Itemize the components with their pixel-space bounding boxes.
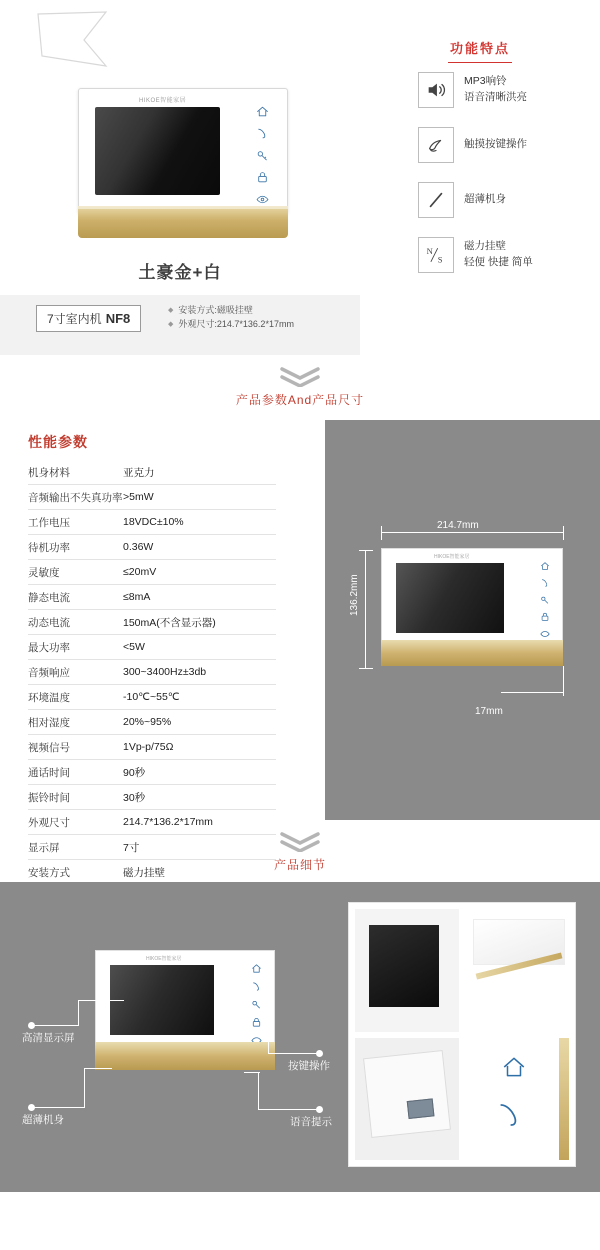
param-key: 振铃时间 <box>28 785 123 810</box>
chevron-down-icon <box>280 832 320 852</box>
magnet-ns-icon <box>418 237 454 273</box>
divider-params <box>0 355 600 420</box>
table-row <box>28 560 276 585</box>
callout-line-keys-h <box>252 1000 270 1001</box>
param-value: 150mA(不含显示器) <box>123 610 276 635</box>
feature-line1: MP3响铃 <box>464 74 507 87</box>
param-value: ≤20mV <box>123 560 276 585</box>
callout-line-voice-h <box>244 1072 260 1073</box>
table-row <box>28 660 276 685</box>
callout-label-slim: 超薄机身 <box>22 1114 64 1126</box>
table-row <box>28 860 276 885</box>
callout-line-slim-h <box>84 1068 112 1069</box>
param-value: -10℃~55℃ <box>123 685 276 710</box>
param-key: 工作电压 <box>28 510 123 535</box>
product-image-front <box>78 88 288 238</box>
lock-icon <box>256 171 269 184</box>
gallery-cell-back-mount-plate <box>355 1038 459 1161</box>
key-icon <box>540 595 550 605</box>
param-key: 机身材料 <box>28 460 123 485</box>
feature-line1: 超薄机身 <box>464 192 506 205</box>
param-key: 相对湿度 <box>28 710 123 735</box>
device-touch-keys <box>251 105 273 206</box>
param-value: 0.36W <box>123 535 276 560</box>
device-body <box>78 88 288 213</box>
decorative-polygon-icon <box>32 10 112 70</box>
dimension-depth-label: 17mm <box>475 706 503 717</box>
feature-text <box>464 137 527 153</box>
phone-icon <box>495 1100 525 1135</box>
param-key: 音频响应 <box>28 660 123 685</box>
feature-item-magnetic-mount <box>418 227 600 282</box>
param-key: 待机功率 <box>28 535 123 560</box>
param-value: 20%~95% <box>123 710 276 735</box>
feature-line1: 磁力挂壁 <box>464 239 506 252</box>
param-value: 90秒 <box>123 760 276 785</box>
feature-item-slim-body <box>418 172 600 227</box>
device-screen <box>110 965 214 1035</box>
param-value: <5W <box>123 635 276 660</box>
param-key: 通话时间 <box>28 760 123 785</box>
table-row <box>28 585 276 610</box>
lock-icon <box>251 1017 262 1028</box>
svg-text:N: N <box>426 245 433 256</box>
gallery-cell-front-black-panel <box>355 909 459 1032</box>
dimension-width-label: 214.7mm <box>437 520 479 531</box>
features-panel <box>360 0 600 355</box>
param-key: 灵敏度 <box>28 560 123 585</box>
feature-item-mp3-ring <box>418 62 600 117</box>
param-key: 视频信号 <box>28 735 123 760</box>
key-icon <box>256 149 269 162</box>
param-value: ≤8mA <box>123 585 276 610</box>
table-row <box>28 685 276 710</box>
table-row <box>28 810 276 835</box>
hero-left-panel <box>0 0 360 355</box>
dim-tick-top-left <box>381 526 382 540</box>
param-key: 静态电流 <box>28 585 123 610</box>
model-badge <box>36 305 141 332</box>
device-body <box>95 950 275 1048</box>
param-key: 安装方式 <box>28 860 123 885</box>
slim-line-icon <box>418 182 454 218</box>
connector-shape <box>407 1098 435 1119</box>
param-key: 动态电流 <box>28 610 123 635</box>
callout-line-voice-v <box>258 1072 259 1110</box>
dim-tick-depth <box>563 666 564 696</box>
table-row <box>28 460 276 485</box>
brand-logo: HIKOE智能家居 <box>146 956 182 962</box>
param-value: 214.7*136.2*17mm <box>123 810 276 835</box>
phone-icon <box>251 981 262 992</box>
callout-line-slim <box>34 1107 84 1108</box>
touch-hand-icon <box>418 127 454 163</box>
device-touch-keys <box>251 963 262 1046</box>
params-table <box>28 460 276 885</box>
device-touch-keys <box>540 561 550 639</box>
param-value: 1Vp-p/75Ω <box>123 735 276 760</box>
param-value: 300~3400Hz±3db <box>123 660 276 685</box>
table-row <box>28 710 276 735</box>
param-value: 亚克力 <box>123 460 276 485</box>
product-image-detail <box>95 950 275 1072</box>
model-number: NF8 <box>105 311 131 326</box>
chevron-down-icon <box>280 367 320 387</box>
dimension-height-label: 136.2mm <box>349 574 360 616</box>
device-gold-base <box>95 1042 275 1070</box>
table-row <box>28 610 276 635</box>
lock-icon <box>540 612 550 622</box>
callout-line-keys <box>268 1053 318 1054</box>
details-section <box>0 882 600 1192</box>
param-value: 30秒 <box>123 785 276 810</box>
param-value: >5mW <box>123 485 276 510</box>
table-row <box>28 785 276 810</box>
gallery-cell-touch-keys-closeup <box>465 1038 569 1161</box>
feature-item-touch-keys <box>418 117 600 172</box>
hero-spec-list <box>168 303 294 332</box>
dim-tick-top-right <box>563 526 564 540</box>
table-row <box>28 635 276 660</box>
callout-label-voice: 语音提示 <box>290 1116 332 1128</box>
table-row <box>28 510 276 535</box>
param-value: 磁力挂壁 <box>123 860 276 885</box>
dim-tick-left-bottom <box>359 668 373 669</box>
product-color-name: 土豪金+白 <box>138 263 222 282</box>
gold-side-shape <box>559 1038 569 1161</box>
params-title: 性能参数 <box>28 434 88 450</box>
feature-line1: 触摸按键操作 <box>464 137 527 150</box>
callout-label-screen: 高清显示屏 <box>22 1032 75 1044</box>
home-icon <box>501 1054 527 1085</box>
param-key: 环境温度 <box>28 685 123 710</box>
feature-line2: 语音清晰洪亮 <box>464 90 527 103</box>
param-key: 外观尺寸 <box>28 810 123 835</box>
features-list <box>418 62 600 282</box>
product-image-dimension <box>381 548 563 668</box>
device-screen <box>95 107 220 195</box>
features-title: 功能特点 <box>360 38 600 57</box>
hero-spec-item: ◆ 安装方式:磁吸挂壁 <box>168 303 294 317</box>
phone-icon <box>540 578 550 588</box>
callout-line-keys-v <box>268 1000 269 1054</box>
divider-label: 产品参数And产品尺寸 <box>235 393 365 407</box>
footer-strip <box>0 1170 600 1192</box>
callout-line-slim-v <box>84 1068 85 1108</box>
feature-line2: 轻便 快捷 简单 <box>464 255 533 268</box>
device-screen <box>396 563 504 633</box>
home-icon <box>256 105 269 118</box>
dim-line-top <box>381 532 563 533</box>
phone-icon <box>256 127 269 140</box>
home-icon <box>540 561 550 571</box>
callout-line-screen-h <box>78 1000 124 1001</box>
hero-spec-item: ◆ 外观尺寸:214.7*136.2*17mm <box>168 317 294 331</box>
table-row <box>28 535 276 560</box>
brand-logo: HIKOE智能家居 <box>434 554 470 560</box>
dim-tick-left-top <box>359 550 373 551</box>
eye-icon <box>540 629 550 639</box>
table-row <box>28 835 276 860</box>
feature-text <box>464 74 527 106</box>
callout-line-screen <box>34 1025 78 1026</box>
device-gold-base <box>78 206 288 238</box>
home-icon <box>251 963 262 974</box>
gallery-cell-gold-edge-closeup <box>465 909 569 1032</box>
dim-line-left <box>365 550 366 668</box>
callout-line-voice <box>258 1109 318 1110</box>
dimension-diagram-panel <box>325 420 600 820</box>
param-value: 7寸 <box>123 835 276 860</box>
table-row <box>28 485 276 510</box>
divider-label: 产品细节 <box>273 858 326 872</box>
param-value: 18VDC±10% <box>123 510 276 535</box>
feature-text <box>464 192 506 208</box>
table-row <box>28 760 276 785</box>
model-type-label: 7寸室内机 <box>47 312 102 326</box>
black-panel-shape <box>369 925 439 1007</box>
brand-logo: HIKOE智能家居 <box>139 98 187 104</box>
device-gold-base <box>381 640 563 666</box>
param-key: 显示屏 <box>28 835 123 860</box>
hero-section <box>0 0 600 355</box>
back-plate-shape <box>363 1050 451 1138</box>
callout-label-keys: 按键操作 <box>288 1060 330 1072</box>
speaker-icon <box>418 72 454 108</box>
eye-icon <box>256 193 269 206</box>
callout-line-screen-v <box>78 1000 79 1026</box>
param-key: 最大功率 <box>28 635 123 660</box>
device-body <box>381 548 563 646</box>
dim-line-depth <box>501 692 563 693</box>
table-row <box>28 735 276 760</box>
param-key: 音频输出不失真功率 <box>28 485 123 510</box>
feature-text <box>464 239 533 271</box>
svg-text:S: S <box>437 254 443 265</box>
detail-gallery <box>348 902 576 1167</box>
